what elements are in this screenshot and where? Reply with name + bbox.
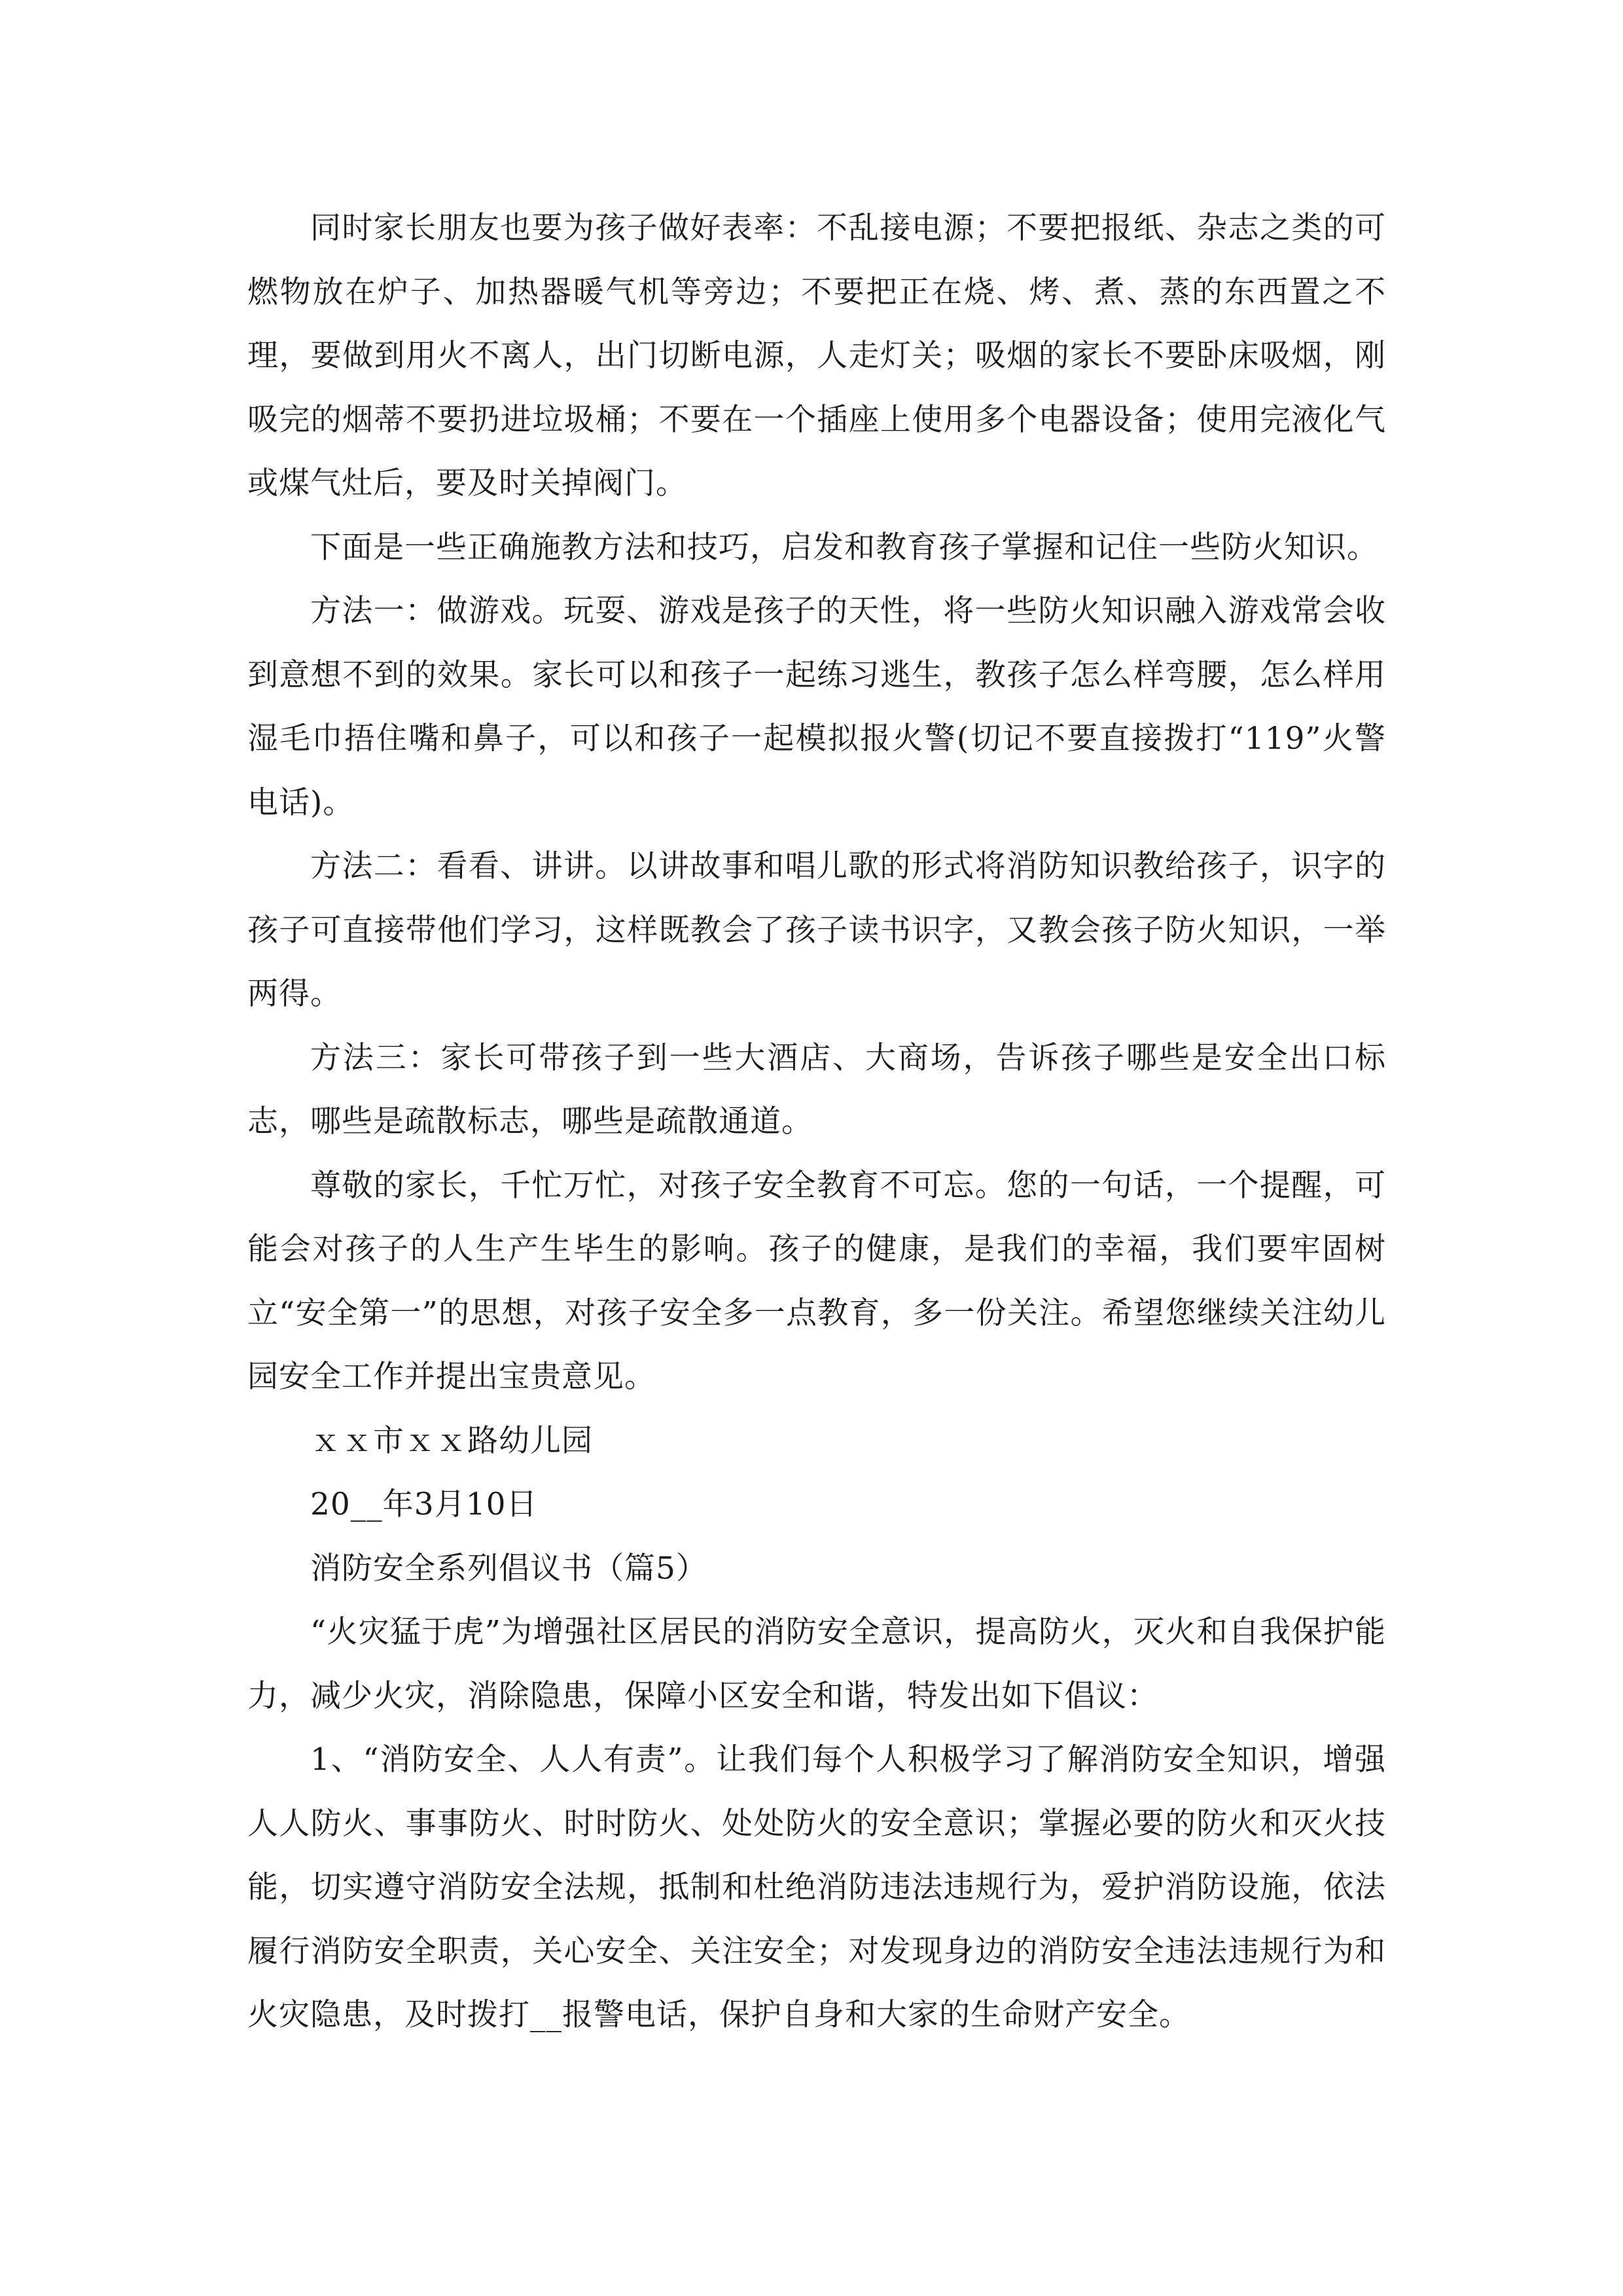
paragraph-teaching-intro: 下面是一些正确施教方法和技巧，启发和教育孩子掌握和记住一些防火知识。	[310, 529, 1378, 565]
signature-kindergarten: ｘｘ市ｘｘ路幼儿园	[310, 1422, 593, 1459]
paragraph-proposal-one: 1、“消防安全、人人有责”。让我们每个人积极学习了解消防安全知识，增强人人防火、事事防火、时时防火、处处防火的安全意识；掌握必要的防火和灭火技能，切实遵守消防安全法规，抵制和杜绝消防违法违规行为，爱护消防设施，依法履行消防安全职责，关心安全、关注安全；对发现身边的消防安全违法违规行为和火灾隐患，及时拨打__报警电话，保护自身和大家的生命财产安全。	[247, 1742, 1386, 2033]
paragraph-proposal-intro: “火灾猛于虎”为增强社区居民的消防安全意识，提高防火，灭火和自我保护能力，减少火灾，消除隐患，保障小区安全和谐，特发出如下倡议：	[247, 1614, 1386, 1714]
paragraph-parent-example: 同时家长朋友也要为孩子做好表率：不乱接电源；不要把报纸、杂志之类的可燃物放在炉子、加热器暖气机等旁边；不要把正在烧、烤、煮、蒸的东西置之不理，要做到用火不离人，出门切断电源，人走灯关；吸烟的家长不要卧床吸烟，刚吸完的烟蒂不要扔进垃圾桶；不要在一个插座上使用多个电器设备；使用完液化气或煤气灶后，要及时关掉阀门。	[247, 210, 1386, 501]
document-body	[247, 196, 1386, 2047]
section-title: 消防安全系列倡议书（篇5）	[310, 1550, 707, 1587]
paragraph-method-two: 方法二：看看、讲讲。以讲故事和唱儿歌的形式将消防知识教给孩子，识字的孩子可直接带他们学习，这样既教会了孩子读书识字，又教会孩子防火知识，一举两得。	[247, 848, 1386, 1012]
paragraph-method-three: 方法三：家长可带孩子到一些大酒店、大商场，告诉孩子哪些是安全出口标志，哪些是疏散标志，哪些是疏散通道。	[247, 1039, 1386, 1139]
signature-date: 20__年3月10日	[310, 1486, 538, 1522]
paragraph-closing-appeal: 尊敬的家长，千忙万忙，对孩子安全教育不可忘。您的一句话，一个提醒，可能会对孩子的人生产生毕生的影响。孩子的健康，是我们的幸福，我们要牢固树立“安全第一”的思想，对孩子安全多一点教育，多一份关注。希望您继续关注幼儿园安全工作并提出宝贵意见。	[247, 1167, 1386, 1395]
paragraph-method-one: 方法一：做游戏。玩耍、游戏是孩子的天性，将一些防火知识融入游戏常会收到意想不到的效果。家长可以和孩子一起练习逃生，教孩子怎么样弯腰，怎么样用湿毛巾捂住嘴和鼻子，可以和孩子一起模拟报火警(切记不要直接拨打“119”火警电话)。	[247, 593, 1386, 821]
